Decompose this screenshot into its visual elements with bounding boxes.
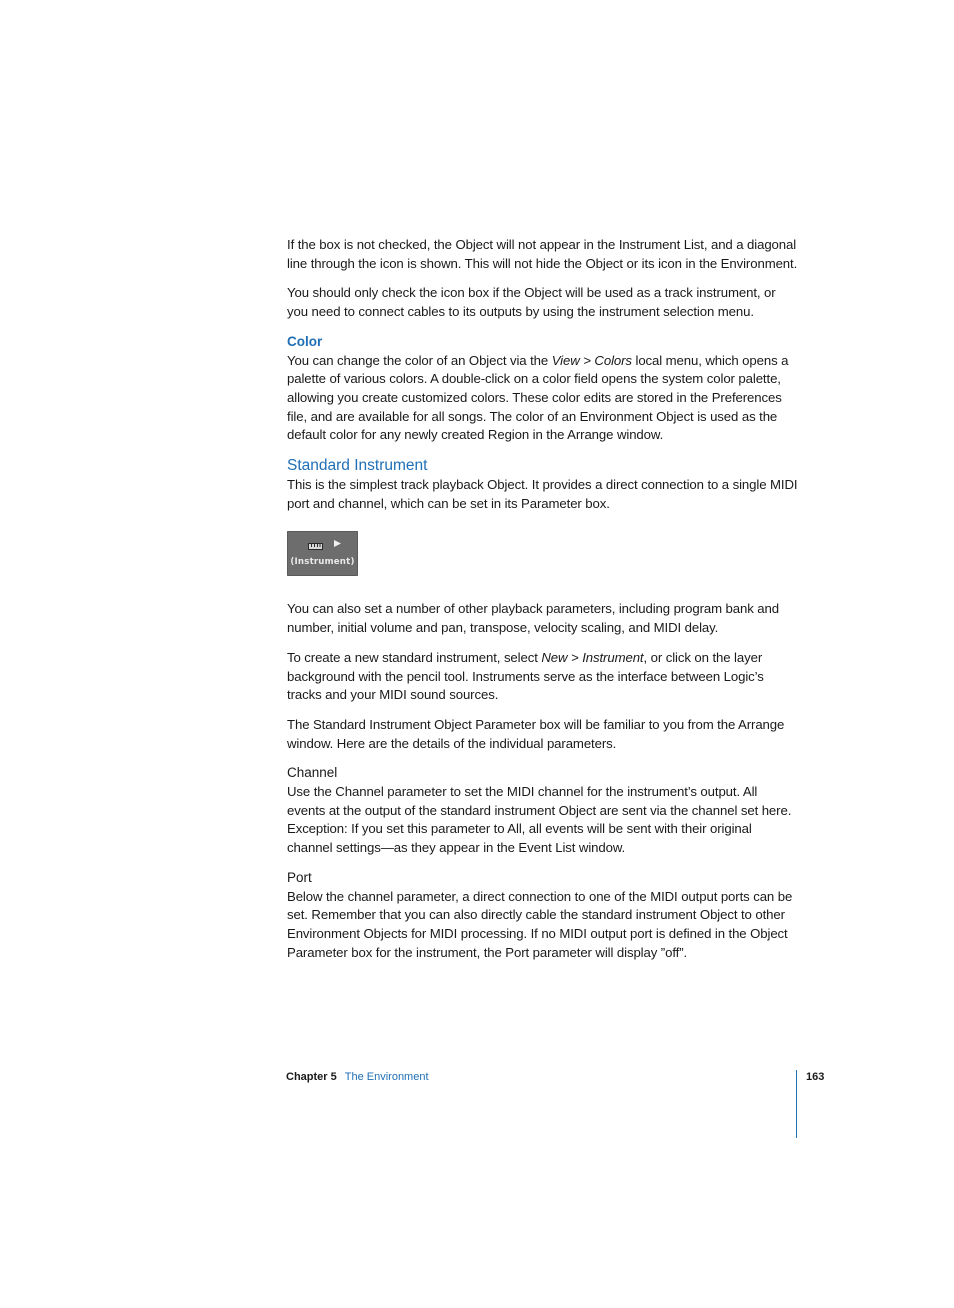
instrument-object-label: (Instrument) — [290, 557, 355, 568]
footer-chapter-title: The Environment — [344, 1071, 429, 1083]
page-number: 163 — [806, 1071, 825, 1083]
page-footer — [286, 1070, 429, 1085]
paragraph-port: Below the channel parameter, a direct connection to one of the MIDI output ports can be set. Remember that you can also directly cable the standard instrument Object to other Environment Objects for MIDI processing. If no MIDI output port is defined in the Object Parameter box for the instrument, the Port parameter will display ”off”. — [287, 888, 793, 960]
figure-instrument-object — [287, 531, 799, 576]
menu-separator-2: > — [567, 649, 583, 665]
heading-standard-instrument: Standard Instrument — [287, 457, 428, 475]
paragraph-create-instrument — [287, 649, 799, 705]
paragraph-icon-check: You should only check the icon box if the Object will be used as a track instrument, or you need to connect cables to its outputs by using the instrument selection menu. — [287, 285, 776, 320]
paragraph-playback-params: You can also set a number of other playback parameters, including program bank and number, initial volume and pan, transpose, velocity scaling, and MIDI delay. — [287, 601, 780, 636]
instrument-object — [287, 531, 358, 576]
footer-divider — [796, 1070, 797, 1138]
keyboard-icon — [308, 543, 323, 550]
paragraph-parameter-box: The Standard Instrument Object Parameter box will be familiar to you from the Arrange window. Here are the details of the individual parameters. — [287, 716, 785, 751]
play-triangle-icon — [333, 539, 342, 548]
heading-channel: Channel — [287, 765, 338, 781]
menu-new: New — [541, 649, 568, 665]
heading-color: Color — [287, 333, 323, 349]
page-content — [287, 236, 799, 973]
paragraph-color — [287, 352, 799, 446]
create-text-1: To create a new standard instrument, select — [287, 649, 542, 665]
menu-separator: > — [579, 352, 595, 368]
menu-instrument: Instrument — [582, 649, 644, 665]
paragraph-standard-instrument: This is the simplest track playback Object. It provides a direct connection to a single MIDI port and channel, which can be set in its Parameter box. — [287, 477, 798, 511]
menu-view: View — [551, 352, 580, 368]
menu-colors: Colors — [594, 352, 632, 368]
create-text-2: , or click on the layer background with the pencil tool. Instruments serve as the interface between Logic’s tracks and your MIDI sound sources. — [287, 649, 764, 703]
color-text-1: You can change the color of an Object via the — [287, 352, 552, 368]
heading-port: Port — [287, 869, 312, 885]
paragraph-channel: Use the Channel parameter to set the MIDI channel for the instrument’s output. All events at the output of the standard instrument Object are sent via the channel set here. Exception: If you set this parameter to All, all events will be sent with their original channel settings—as they appear in the Event List window. — [287, 784, 792, 856]
footer-chapter: Chapter 5 — [286, 1071, 337, 1083]
color-text-2: local menu, which opens a palette of various colors. A double-click on a color field opens the system color palette, allowing you create customized colors. These color edits are stored in the Preferences file, and are available for all songs. The color of an Environment Object is used as the default color for any newly created Region in the Arrange window. — [287, 352, 789, 443]
paragraph-icon-unchecked: If the box is not checked, the Object will not appear in the Instrument List, and a diagonal line through the icon is shown. This will not hide the Object or its icon in the Environment. — [287, 237, 798, 271]
